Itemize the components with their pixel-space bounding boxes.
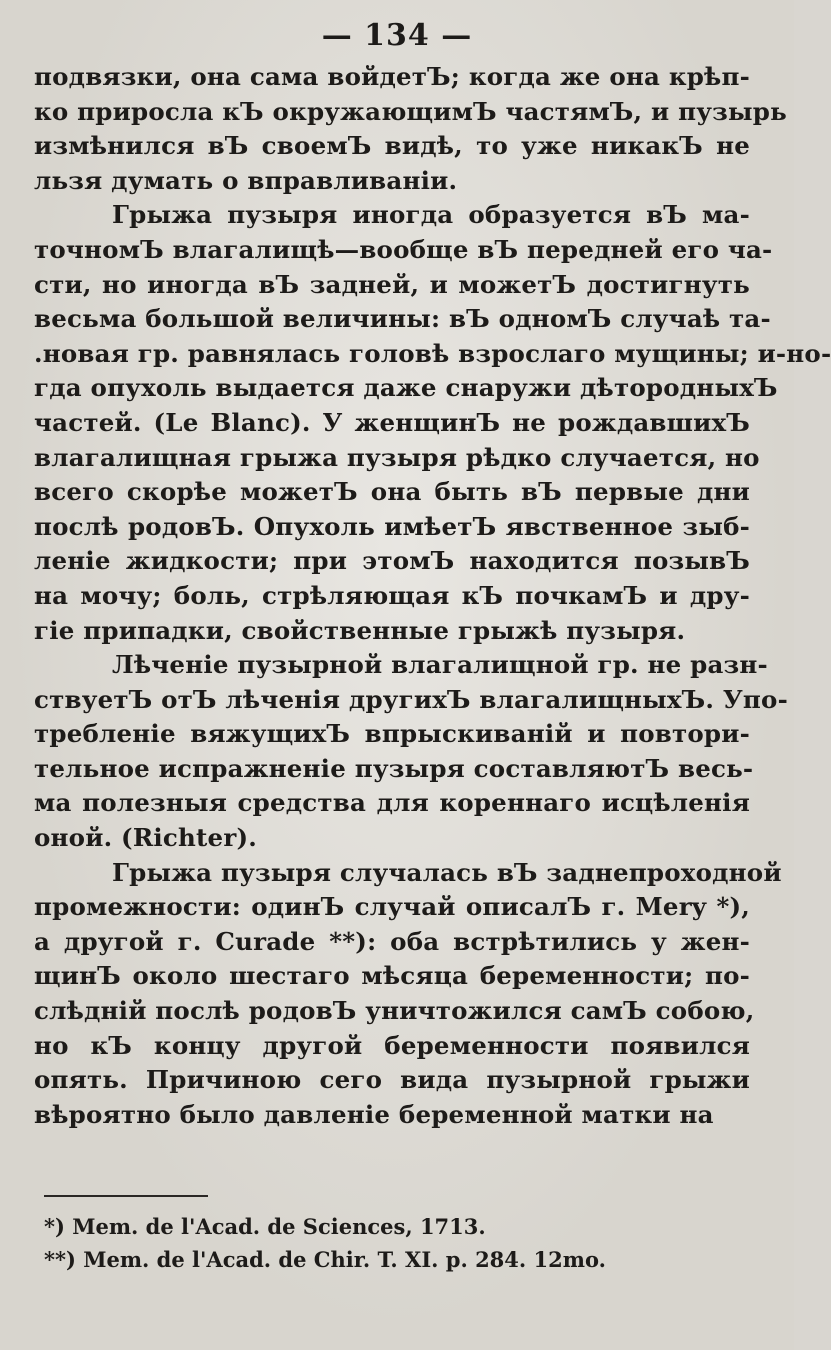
text-line: Грыжа пузыря случалась вЪ заднепроходной [112, 857, 782, 887]
text-line: гда опухоль выдается даже снаружи дѣтородныхЪ [34, 373, 778, 403]
text-line: ма полезныя средства для кореннаго исцѣленія [34, 788, 750, 818]
text-line: измѣнился вЪ своемЪ видѣ, то уже никакЪ не [34, 131, 750, 161]
footnote-1: *) Mem. de l'Acad. de Sciences, 1713. [44, 1214, 486, 1239]
text-line: Грыжа пузыря иногда образуется вЪ ма- [112, 200, 750, 230]
body-text [34, 60, 831, 1132]
text-line: гіе припадки, свойственные грыжѣ пузыря. [34, 615, 686, 645]
text-line: на мочу; боль, стрѣляющая кЪ почкамЪ и дру- [34, 580, 750, 610]
text-line: ствуетЪ отЪ лѣченія другихЪ влагалищныхЪ. Упо- [34, 684, 788, 714]
text-line: ко приросла кЪ окружающимЪ частямЪ, и пузырь [34, 96, 787, 126]
text-line: льзя думать о вправливаніи. [34, 165, 458, 195]
text-line: щинЪ около шестаго мѣсяца беременности; по- [34, 961, 750, 991]
text-line: тельное испражненіе пузыря составляютЪ весь- [34, 753, 754, 783]
text-line: послѣ родовЪ. Опухоль имѣетЪ явственное зыб- [34, 511, 750, 541]
text-line: подвязки, она сама войдетЪ; когда же она крѣп- [34, 62, 750, 91]
text-line: требленіе вяжущихЪ впрыскиваній и повтори- [34, 719, 750, 749]
text-line: промежности: одинЪ случай описалЪ г. Mery *), [34, 892, 750, 922]
page-number-header: — 134 — [321, 18, 473, 53]
text-line: слѣдній послѣ родовЪ уничтожился самЪ собою, [34, 996, 755, 1026]
text-line: .новая гр. равнялась головѣ взрослаго мущины; и-но- [34, 338, 831, 368]
text-line: вѣроятно было давленіе беременной матки на [34, 1099, 714, 1129]
text-line: всего скорѣе можетЪ она быть вЪ первые дни [34, 477, 750, 507]
text-line: весьма большой величины: вЪ одномЪ случаѣ та- [34, 304, 771, 334]
footnotes [44, 1210, 744, 1276]
footnote-2: **) Mem. de l'Acad. de Chir. T. XI. p. 284. 12mo. [44, 1247, 606, 1272]
footnote-divider [44, 1195, 208, 1197]
text-line: опять. Причиною сего вида пузырной грыжи [34, 1065, 750, 1095]
text-line: леніе жидкости; при этомЪ находится позывЪ [34, 546, 750, 576]
text-line: точномЪ влагалищѣ—вообще вЪ передней его ча- [34, 234, 773, 264]
text-line: оной. (Richter). [34, 823, 257, 853]
text-line: сти, но иногда вЪ задней, и можетЪ достигнуть [34, 269, 750, 299]
text-line: Лѣченіе пузырной влагалищной гр. не разн- [112, 650, 768, 680]
text-line: но кЪ концу другой беременности появился [34, 1030, 750, 1060]
text-line: частей. (Le Blanc). У женщинЪ не рождавшихЪ [34, 407, 750, 437]
text-line: влагалищная грыжа пузыря рѣдко случается, но [34, 442, 760, 472]
text-line: а другой г. Curade **): оба встрѣтились у жен- [34, 926, 750, 956]
